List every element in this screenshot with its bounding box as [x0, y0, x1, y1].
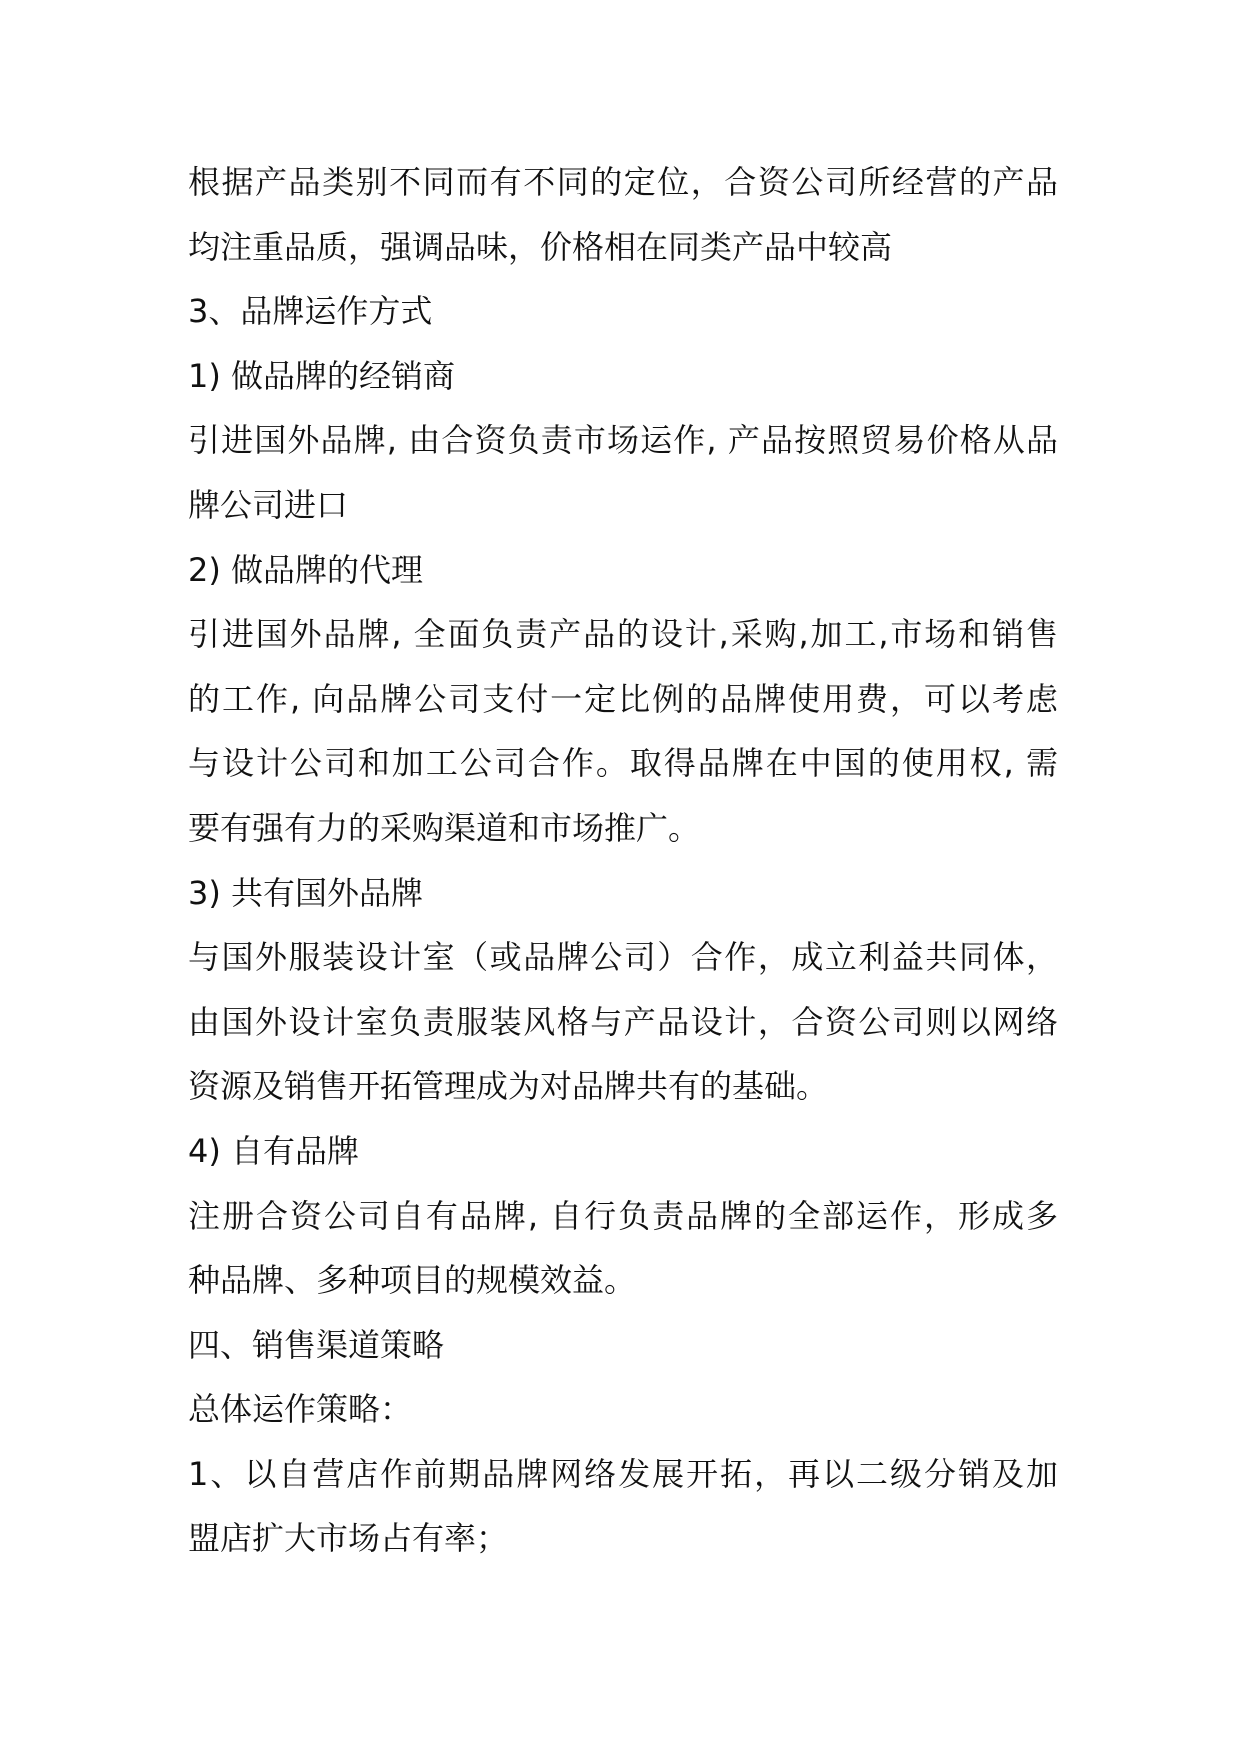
text-line: 1、以自营店作前期品牌网络发展开拓，再以二级分销及加 [188, 1454, 1058, 1493]
text-line: 的工作, 向品牌公司支付一定比例的品牌使用费，可以考虑 [188, 679, 1058, 718]
text-line: 资源及销售开拓管理成为对品牌共有的基础。 [188, 1067, 829, 1106]
text-line: 盟店扩大市场占有率； [188, 1519, 509, 1558]
text-line: 总体运作策略： [188, 1390, 413, 1429]
text-line: 四、销售渠道策略 [188, 1325, 445, 1364]
text-line: 1) 做品牌的经销商 [188, 356, 456, 395]
text-line: 注册合资公司自有品牌, 自行负责品牌的全部运作，形成多 [188, 1196, 1058, 1235]
text-line: 3、品牌运作方式 [188, 292, 433, 331]
text-line: 均注重品质，强调品味，价格相在同类产品中较高 [188, 227, 893, 266]
text-line: 引进国外品牌, 全面负责产品的设计,采购,加工,市场和销售 [188, 615, 1058, 654]
text-line: 引进国外品牌, 由合资负责市场运作, 产品按照贸易价格从品 [188, 421, 1058, 460]
text-line: 3) 共有国外品牌 [188, 873, 424, 912]
text-line: 根据产品类别不同而有不同的定位，合资公司所经营的产品 [188, 163, 1058, 201]
text-line: 与国外服装设计室（或品牌公司）合作，成立利益共同体， [188, 938, 1058, 977]
text-line: 种品牌、多种项目的规模效益。 [188, 1261, 637, 1300]
text-line: 要有强有力的采购渠道和市场推广。 [188, 808, 701, 847]
document-body [188, 150, 1058, 1571]
text-line: 牌公司进口 [188, 485, 349, 524]
text-line: 与设计公司和加工公司合作。取得品牌在中国的使用权, 需 [188, 744, 1058, 783]
text-line: 由国外设计室负责服装风格与产品设计，合资公司则以网络 [188, 1002, 1058, 1041]
text-line: 4) 自有品牌 [188, 1131, 360, 1170]
text-line: 2) 做品牌的代理 [188, 550, 424, 589]
